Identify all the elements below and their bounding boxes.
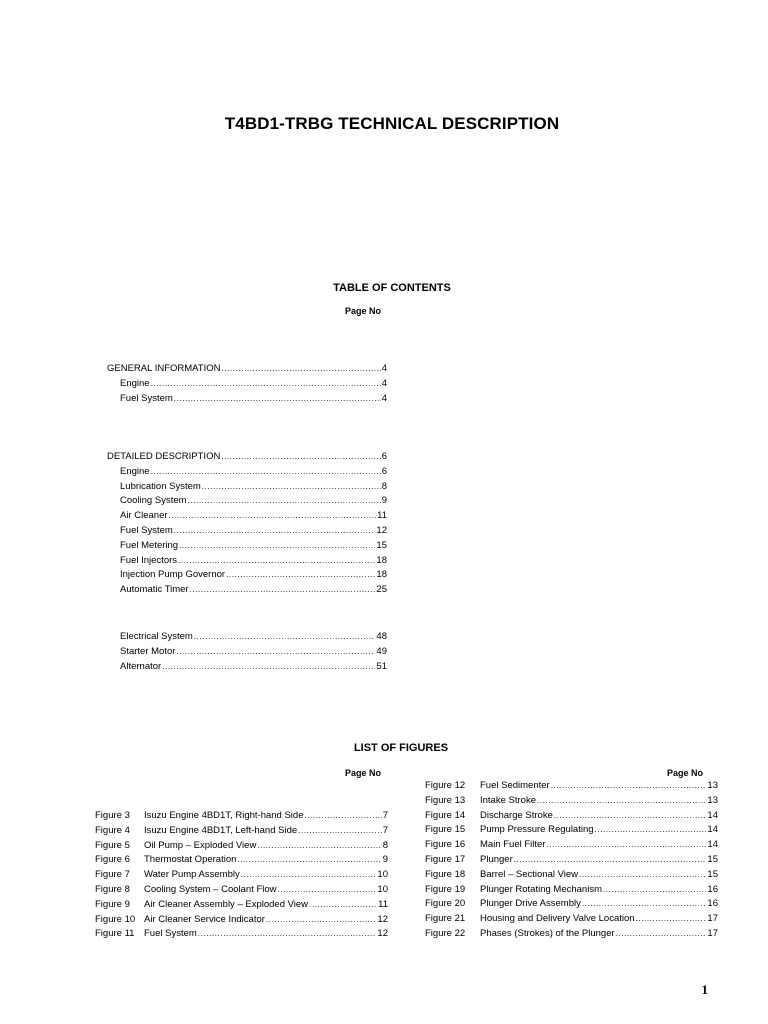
figure-title: Phases (Strokes) of the Plunger [480,928,615,939]
figure-entry [95,840,388,852]
figure-entry [425,928,718,940]
figures-left-page-no-label: Page No [345,768,382,778]
figure-number: Figure 9 [95,898,130,910]
toc-entry [120,525,387,537]
dot-leader [514,854,707,866]
figure-entry [95,884,388,896]
figure-number: Figure 20 [425,898,466,910]
dot-leader [190,584,376,596]
toc-entry [107,363,387,375]
figure-entry [95,854,388,866]
page-ref: 49 [376,645,387,657]
page-ref: 18 [376,554,387,566]
page-ref: 14 [707,839,718,851]
page-ref: 14 [707,809,718,821]
toc-entry-label: Fuel System [120,392,173,404]
toc-entry [120,481,387,493]
toc-entry [120,661,387,673]
dot-leader [278,884,377,896]
page-ref: 6 [381,451,387,462]
dot-leader [309,899,377,911]
dot-leader [551,780,707,792]
dot-leader [266,914,377,926]
figure-title: Plunger Rotating Mechanism [480,883,602,895]
page-ref: 9 [381,495,387,507]
page-ref: 6 [381,465,387,477]
figure-entry [425,795,718,807]
page-ref: 16 [707,898,718,910]
toc-entry-label: Engine [120,377,150,389]
page-ref: 16 [707,883,718,895]
page-number: 1 [701,982,708,997]
figure-entry [95,810,388,822]
dot-leader [582,898,707,910]
title-rest: ECHNICAL DESCRIPTION [348,114,560,133]
dot-leader [162,661,375,673]
toc-entry [120,631,387,643]
dot-leader [194,631,376,643]
figure-number: Figure 16 [425,839,466,851]
toc-entry [120,540,387,552]
figure-number: Figure 19 [425,883,466,895]
figure-entry [425,824,718,836]
figure-number: Figure 7 [95,869,130,881]
page-ref: 11 [378,898,388,910]
toc-entry [120,378,387,390]
page-ref: 17 [707,928,718,939]
figure-title: Isuzu Engine 4BD1T, Left-hand Side [144,824,298,836]
figure-title: Fuel Sedimenter [480,780,550,791]
figure-title: Intake Stroke [480,794,536,806]
page-ref: 4 [381,363,387,374]
dot-leader [298,825,382,837]
toc-entry [120,569,387,581]
figures-heading: LIST OF FIGURES [353,742,449,754]
toc-entry-label: Fuel Injectors [120,554,178,566]
toc-entry-label: Cooling System [120,495,187,507]
page-ref: 25 [376,584,387,596]
toc-entry [120,495,387,507]
page-ref: 17 [707,913,718,925]
dot-leader [169,510,377,522]
toc-entry [120,584,387,596]
page-ref: 15 [376,539,387,551]
dot-leader [178,555,375,567]
figure-title: Pump Pressure Regulating [480,824,594,836]
figure-number: Figure 21 [425,913,466,925]
dot-leader [174,393,381,405]
toc-entry-label: Fuel System [120,525,173,536]
dot-leader [221,363,380,375]
dot-leader [241,869,377,881]
page-ref: 48 [376,631,387,642]
toc-entry [120,510,387,522]
dot-leader [305,810,382,822]
dot-leader [151,466,381,478]
page-ref: 10 [377,869,388,881]
dot-leader [595,824,707,836]
toc-page-no-label: Page No [345,306,382,316]
figure-number: Figure 14 [425,809,466,821]
figure-entry [95,928,388,940]
figure-number: Figure 5 [95,839,130,851]
page-ref: 12 [376,525,387,536]
dot-leader [636,913,707,925]
figure-entry [425,898,718,910]
toc-heading: TABLE OF CONTENTS [333,282,451,294]
figure-number: Figure 18 [425,868,466,880]
figure-title: Oil Pump – Exploded View [144,839,257,851]
figure-number: Figure 6 [95,854,130,866]
page-ref: 11 [377,510,387,522]
figure-entry [425,780,718,792]
figure-number: Figure 11 [95,928,135,940]
page-ref: 7 [382,810,388,821]
toc-entry-label: Fuel Metering [120,539,179,551]
dot-leader [202,481,381,493]
dot-leader [257,840,381,852]
dot-leader [174,525,376,537]
dot-leader [237,854,381,866]
figure-title: Discharge Stroke [480,809,553,821]
page-ref: 13 [707,780,718,791]
dot-leader [179,540,375,552]
page-ref: 13 [707,794,718,806]
figure-entry [95,825,388,837]
page-ref: 8 [381,480,387,492]
page-ref: 8 [382,839,388,851]
figure-title: Fuel System [144,928,197,940]
title-prefix: T4BD1-TRBG T [224,114,349,133]
toc-entry-label: Alternator [120,660,162,672]
figure-entry [95,914,388,926]
page-ref: 15 [707,868,718,880]
figure-entry [425,839,718,851]
figure-number: Figure 4 [95,824,130,836]
figure-number: Figure 15 [425,824,466,836]
page-ref: 7 [382,824,388,836]
page-ref: 9 [382,854,388,866]
toc-entry-label: Lubrication System [120,480,201,492]
dot-leader [616,928,707,940]
dot-leader [603,884,706,896]
dot-leader [176,646,375,658]
dot-leader [554,810,707,822]
figure-title: Housing and Delivery Valve Location [480,913,635,925]
figure-title: Cooling System – Coolant Flow [144,884,277,895]
toc-entry-label: Injection Pump Governor [120,569,226,581]
figure-number: Figure 3 [95,810,130,821]
dot-leader [151,378,381,390]
dot-leader [546,839,706,851]
page-ref: 14 [707,824,718,836]
figure-entry [425,869,718,881]
dot-leader [226,569,375,581]
figures-right-page-no-label: Page No [667,768,704,778]
page-ref: 12 [377,913,388,925]
dot-leader [579,869,706,881]
figure-entry [425,854,718,866]
page-ref: 15 [707,854,718,865]
page-ref: 10 [377,884,388,895]
toc-entry [107,451,387,463]
toc-entry-label: Electrical System [120,631,193,642]
dot-leader [198,928,377,940]
figure-entry [95,899,388,911]
toc-entry-label: GENERAL INFORMATION [107,363,221,374]
toc-entry-label: Automatic Timer [120,584,189,596]
figure-number: Figure 8 [95,884,130,895]
toc-entry [120,646,387,658]
toc-entry-label: Engine [120,465,150,477]
document-title [0,114,768,134]
toc-entry [120,466,387,478]
page-ref: 4 [381,392,387,404]
figure-entry [425,884,718,896]
figure-entry [95,869,388,881]
figure-title: Thermostat Operation [144,854,237,866]
toc-entry-label: Air Cleaner [120,510,168,522]
figure-title: Air Cleaner Assembly – Exploded View [144,898,309,910]
figure-title: Plunger [480,854,513,865]
figure-title: Main Fuel Filter [480,839,546,851]
figure-number: Figure 13 [425,794,466,806]
page-ref: 12 [377,928,388,940]
figure-title: Plunger Drive Assembly [480,898,581,910]
page-ref: 18 [376,569,387,581]
dot-leader [188,495,381,507]
toc-entry [120,393,387,405]
dot-leader [221,451,380,463]
figure-title: Water Pump Assembly [144,869,240,881]
figure-title: Air Cleaner Service Indicator [144,913,265,925]
page-ref: 51 [376,660,387,672]
figure-number: Figure 17 [425,854,466,865]
figure-number: Figure 12 [425,780,466,791]
toc-entry-label: DETAILED DESCRIPTION [107,451,221,462]
figure-number: Figure 10 [95,913,136,925]
figure-title: Isuzu Engine 4BD1T, Right-hand Side [144,810,304,821]
page-ref: 4 [381,377,387,389]
figure-entry [425,913,718,925]
toc-entry-label: Starter Motor [120,645,176,657]
dot-leader [537,795,706,807]
toc-entry [120,555,387,567]
figure-title: Barrel – Sectional View [480,868,579,880]
figure-number: Figure 22 [425,928,466,939]
figure-entry [425,810,718,822]
